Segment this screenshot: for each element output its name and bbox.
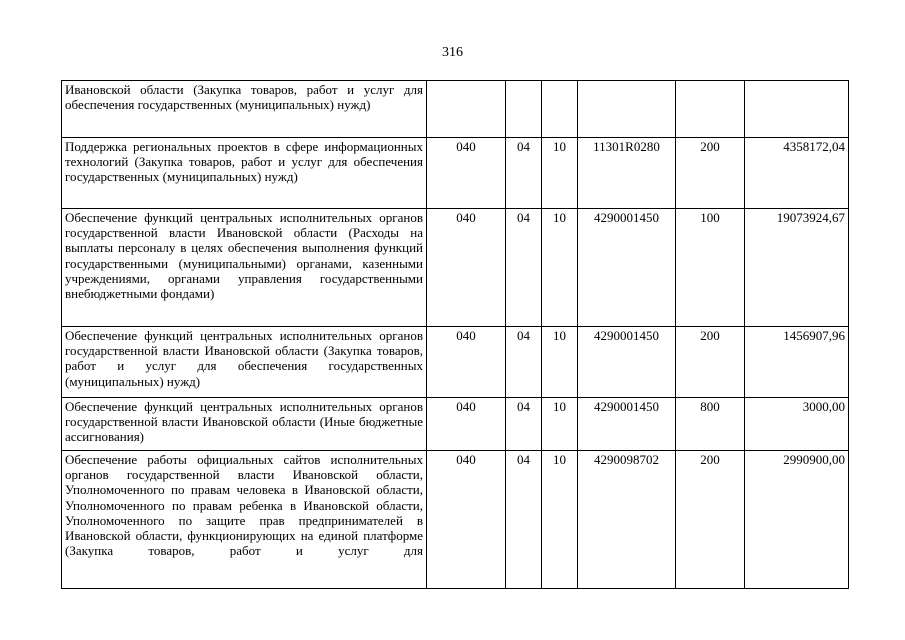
ministry-code-cell: 040 <box>427 451 506 589</box>
table-row <box>62 451 849 589</box>
section-code-cell: 04 <box>506 138 542 209</box>
section-code-cell: 04 <box>506 398 542 451</box>
budget-table <box>61 80 849 589</box>
row-name-cell: Обеспечение работы официальных сайтов исполнительных органов государственной власти Ивановской области, Уполномоченного по правам человека в Ивановской области, Уполномоченного по правам ребенка в Ивановской области, Уполномоченного по защите прав предпринимателей в Ивановской области, функционирующих на единой платформе (Закупка товаров, работ и услуг для <box>62 451 427 589</box>
table-row <box>62 138 849 209</box>
expense-type-cell: 800 <box>676 398 745 451</box>
table-row <box>62 327 849 398</box>
amount-cell: 1456907,96 <box>745 327 849 398</box>
ministry-code-cell: 040 <box>427 138 506 209</box>
ministry-code-cell <box>427 81 506 138</box>
table-row <box>62 209 849 327</box>
ministry-code-cell: 040 <box>427 327 506 398</box>
amount-cell: 4358172,04 <box>745 138 849 209</box>
row-name-cell: Обеспечение функций центральных исполнительных органов государственной власти Ивановской области (Иные бюджетные ассигнования) <box>62 398 427 451</box>
subsection-code-cell: 10 <box>542 138 578 209</box>
subsection-code-cell: 10 <box>542 398 578 451</box>
ministry-code-cell: 040 <box>427 398 506 451</box>
amount-cell: 2990900,00 <box>745 451 849 589</box>
section-code-cell: 04 <box>506 209 542 327</box>
section-code-cell <box>506 81 542 138</box>
target-article-cell: 11301R0280 <box>578 138 676 209</box>
target-article-cell: 4290001450 <box>578 398 676 451</box>
section-code-cell: 04 <box>506 451 542 589</box>
expense-type-cell: 200 <box>676 138 745 209</box>
page-number: 316 <box>442 45 463 60</box>
subsection-code-cell: 10 <box>542 327 578 398</box>
section-code-cell: 04 <box>506 327 542 398</box>
expense-type-cell: 200 <box>676 327 745 398</box>
row-name-cell: Поддержка региональных проектов в сфере информационных технологий (Закупка товаров, работ и услуг для обеспечения государственных (муниципальных) нужд) <box>62 138 427 209</box>
row-name-cell: Ивановской области (Закупка товаров, работ и услуг для обеспечения государственных (муниципальных) нужд) <box>62 81 427 138</box>
target-article-cell: 4290001450 <box>578 327 676 398</box>
expense-type-cell: 100 <box>676 209 745 327</box>
row-name-cell: Обеспечение функций центральных исполнительных органов государственной власти Ивановской области (Закупка товаров, работ и услуг для обеспечения государственных (муниципальных) нужд) <box>62 327 427 398</box>
row-name-cell: Обеспечение функций центральных исполнительных органов государственной власти Ивановской области (Расходы на выплаты персоналу в целях обеспечения выполнения функций государственными (муниципальными) органами, казенными учреждениями, органами управления государственными внебюджетными фондами) <box>62 209 427 327</box>
subsection-code-cell <box>542 81 578 138</box>
target-article-cell <box>578 81 676 138</box>
expense-type-cell: 200 <box>676 451 745 589</box>
expense-type-cell <box>676 81 745 138</box>
target-article-cell: 4290001450 <box>578 209 676 327</box>
amount-cell <box>745 81 849 138</box>
table-row <box>62 81 849 138</box>
target-article-cell: 4290098702 <box>578 451 676 589</box>
amount-cell: 19073924,67 <box>745 209 849 327</box>
subsection-code-cell: 10 <box>542 451 578 589</box>
amount-cell: 3000,00 <box>745 398 849 451</box>
subsection-code-cell: 10 <box>542 209 578 327</box>
ministry-code-cell: 040 <box>427 209 506 327</box>
table-row <box>62 398 849 451</box>
